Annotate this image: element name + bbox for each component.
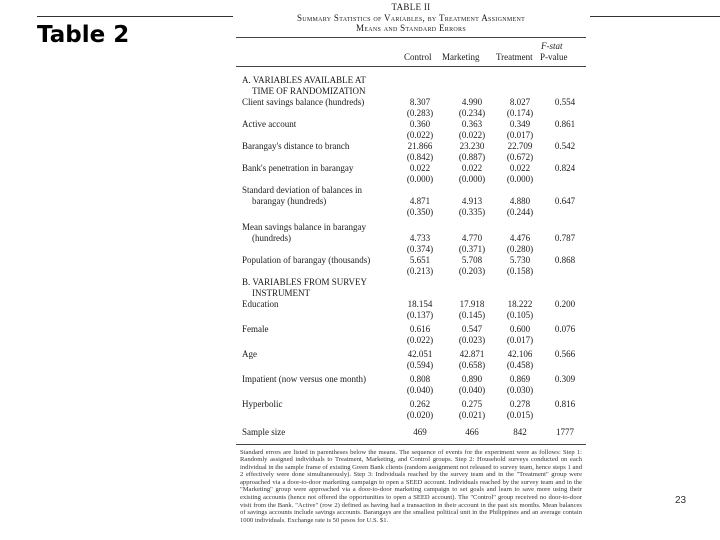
table-row-se: (0.022) (0.023) (0.017) [406, 334, 534, 345]
table-row: Age 42.051 42.871 42.106 0.566 [242, 348, 576, 359]
table-row: Standard deviation of balances in [242, 184, 362, 195]
table-header [236, 38, 586, 66]
table-row-se: (0.374) (0.371) (0.280) [406, 243, 534, 254]
table-row: Hyperbolic 0.262 0.275 0.278 0.816 [242, 398, 576, 409]
table-image: TABLE II Summary Statistics of Variables, by Treatment Assignment Means and Standard Errors F-stat Control Marketing Treatment P-value A. VARIABLES AVAILABLE AT TIME OF RANDOMIZATION Client savings balance (hundreds) 8.307 4.990 8.027 0.554 (0.283) (0.234) (0.174) Active account 0.360 0.363 0.349 0.861 (0.022) (0.022) (0.017) Barangay's distance to branch 21.866 23.230 22.709 0.542 (0.842) (0.887) (0.672) Bank's penetration in barangay 0.022 0.022 0.022 0.824 (0.000) (0.000) (0.000) Standard deviation of balances in barangay (hundreds) 4.871 4.913 4.880 0.647 (0.350) (0.335) (0.244) Mean savings balance in barangay (hundreds) 4.733 4.770 4.476 0.787 (0.374) (0.371) (0.280) Population of barangay (thousands) 5.651 5.708 5.730 0.868 (0.213) (0.203) (0.158) B. VARIABLES FROM SURVEY INSTRUMENT Education 18.154 17.918 18.222 0.200 (0.137) (0.145) (0.105) Female 0.616 0.547 0.600 0.076 (0.022) (0.023) (0.017) Age 42.051 42.871 42.106 0.566 (0.594) (0.658) (0.458) Impatient (now versus one month) 0.808 0.890 0.869 0.309 (0.040) (0.040) (0.030) Hyperbolic 0.262 0.275 0.278 0.816 (0.020) (0.021) (0.015) Sample size 469 466 842 1777 Standard errors are listed in parentheses below the means. The sequence of events for the experiment were as follows: Step 1: Randomly assigned individuals to Treatment, Marketing, and Control groups. Step 2: Household surveys conducted on each individual in the sample frame of existing Green Bank clients (random assignment not released to survey team, hence steps 1 and 2 effectively were done simultaneously). Step 3: Individuals reached by the survey team and in the "Treatment" group were approached via a door-to-door marketing campaign to open a SEED account. Individuals reached by the survey team and in the "Marketing" group were approached via a door-to-door marketing campaign to set goals and learn to save more using their existing accounts (hence not offered the opportunities to open a SEED account). The "Control" group received no door-to-door visit from the Bank. "Active" (row 2) defined as having had a transaction in their account in the past six months. Mean balances of savings accounts include savings accounts. Barangays are the smallest political unit in the Philippines and an average contain 1000 individuals. Exchange rate is 50 pesos for U.S. $1. [236, 2, 586, 540]
table-row-se: (0.594) (0.658) (0.458) [406, 359, 534, 370]
header-control: Control [404, 51, 432, 62]
table-bottom-rule [236, 444, 586, 445]
table-row-se: (0.137) (0.145) (0.105) [406, 309, 534, 320]
header-treatment: Treatment [496, 51, 533, 62]
header-marketing: Marketing [442, 51, 480, 62]
table-title: Summary Statistics of Variables, by Treatment Assignment [296, 12, 526, 23]
table-row: Barangay's distance to branch 21.866 23.230 22.709 0.542 [242, 140, 576, 151]
table-row-se: (0.213) (0.203) (0.158) [406, 265, 534, 276]
header-fstat: F-stat [541, 40, 563, 51]
header-pvalue: P-value [540, 51, 568, 62]
table-row: Female 0.616 0.547 0.600 0.076 [242, 323, 576, 334]
section-a-heading: A. VARIABLES AVAILABLE AT [242, 74, 366, 85]
slide-title: Table 2 [37, 22, 130, 48]
table-row: Active account 0.360 0.363 0.349 0.861 [242, 118, 576, 129]
table-row: Client savings balance (hundreds) 8.307 4.990 8.027 0.554 [242, 96, 576, 107]
table-row-se: (0.022) (0.022) (0.017) [406, 129, 534, 140]
table-row-se: (0.000) (0.000) (0.000) [406, 173, 534, 184]
table-row-se: (0.842) (0.887) (0.672) [406, 151, 534, 162]
page-number: 23 [675, 495, 687, 506]
table-row: (hundreds) 4.733 4.770 4.476 0.787 [252, 232, 576, 243]
section-a-rows [236, 97, 586, 185]
table-notes: Standard errors are listed in parentheses below the means. The sequence of events for the experiment were as follows: Step 1: Randomly assigned individuals to Treatment, Marketing, and Control groups. Step 2: Household surveys conducted on each individual in the sample frame of existing Green Bank clients (random assignment not released to survey team, hence steps 1 and 2 effectively were done simultaneously). Step 3: Individuals reached by the survey team and in the "Treatment" group were approached via a door-to-door marketing campaign to open a SEED account. Individuals reached by the survey team and in the "Marketing" group were approached via a door-to-door marketing campaign to set goals and learn to save more using their existing accounts (hence not offered the opportunities to open a SEED account). The "Control" group received no door-to-door visit from the Bank. "Active" (row 2) defined as having had a transaction in their account in the past six months. Mean balances of savings accounts include savings accounts. Barangays are the smallest political unit in the Philippines and an average contain 1000 individuals. Exchange rate is 50 pesos for U.S. $1. [240, 448, 582, 524]
sample-size-row: Sample size 469 466 842 1777 [242, 426, 574, 437]
table-number: TABLE II [391, 2, 431, 12]
table-row-se: (0.350) (0.335) (0.244) [406, 206, 534, 217]
table-row: Education 18.154 17.918 18.222 0.200 [242, 298, 576, 309]
title-rule-right [590, 16, 720, 17]
table-row-se: (0.040) (0.040) (0.030) [406, 384, 534, 395]
section-b-heading: B. VARIABLES FROM SURVEY [242, 276, 367, 287]
title-rule-left [37, 16, 233, 17]
table-subtitle: Means and Standard Errors [356, 23, 466, 33]
table-row: Impatient (now versus one month) 0.808 0.890 0.869 0.309 [242, 373, 576, 384]
table-row: Mean savings balance in barangay [242, 221, 366, 232]
section-b-rows [236, 299, 586, 424]
table-row: Population of barangay (thousands) 5.651 5.708 5.730 0.868 [242, 254, 576, 265]
table-row-se: (0.020) (0.021) (0.015) [406, 409, 534, 420]
table-row: barangay (hundreds) 4.871 4.913 4.880 0.647 [252, 195, 576, 206]
table-row-se: (0.283) (0.234) (0.174) [406, 107, 534, 118]
table-row: Bank's penetration in barangay 0.022 0.022 0.022 0.824 [242, 162, 576, 173]
